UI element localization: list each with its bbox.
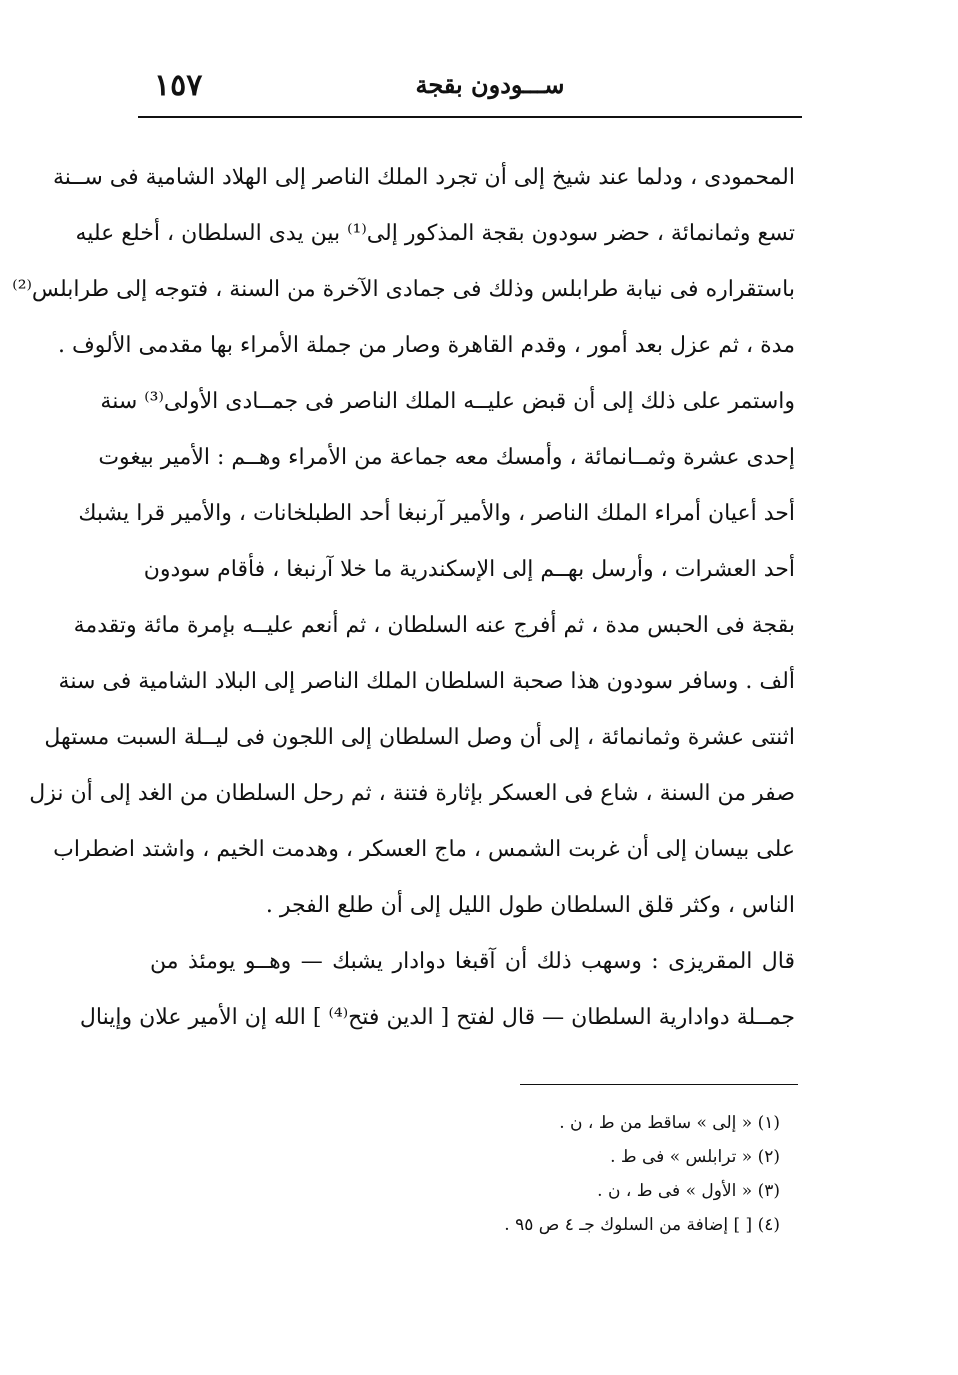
text-line: صفر من السنة ، شاع فى العسكر بإثارة فتنة ، ثم رحل السلطان من الغد إلى أن نزل	[29, 781, 795, 806]
text-line: واستمر على ذلك إلى أن قبض عليــه الملك الناصر فى جمــادى الأولى⁽³⁾ سنة	[100, 389, 795, 414]
footnote-rule	[520, 1084, 798, 1085]
footnote: (٤) [ ] إضافة من السلوك جـ ٤ ص ٩٥ .	[504, 1215, 780, 1235]
footnote: (٣) « الأول » فى ط ، ن .	[597, 1181, 780, 1201]
text-line: جمــلة دوادارية السلطان — قال لفتح [ الدين فتح⁽⁴⁾ ] الله إن الأمير علان وإينال	[79, 1005, 795, 1030]
text-line: مدة ، ثم عزل بعد أمور ، وقدم القاهرة وصار من جملة الأمراء بها مقدمى الألوف .	[57, 333, 795, 358]
page-number: ١٥٧	[154, 68, 203, 103]
body-text	[12, 150, 795, 1046]
text-line: على بيسان إلى أن غربت الشمس ، ماج العسكر ، وهدمت الخيم ، واشتد اضطراب	[53, 837, 795, 862]
text-line: إحدى عشرة وثمــانمائة ، وأمسك معه جماعة من الأمراء وهــم : الأمير بيغوت	[98, 445, 795, 470]
page-header	[140, 66, 800, 106]
text-line: أحد أعيان أمراء الملك الناصر ، والأمير آرنبغا أحد الطبلخانات ، والأمير قرا يشبك	[78, 501, 795, 526]
footnote: (٢) « ترابلس » فى ط .	[610, 1147, 780, 1167]
header-rule	[138, 116, 802, 118]
text-line: باستقراره فى نيابة طرابلس وذلك فى جمادى الآخرة من السنة ، فتوجه إلى طرابلس⁽²⁾	[12, 277, 795, 302]
text-line: بقجة فى الحبس مدة ، ثم أفرج عنه السلطان ، ثم أنعم عليــه بإمرة مائة وتقدمة	[73, 613, 795, 638]
text-line: تسع وثمانمائة ، حضر سودون بقجة المذكور إلى⁽¹⁾ بين يدى السلطان ، أخلع عليه	[75, 221, 795, 246]
text-line: المحمودى ، ودلما عند شيخ إلى أن تجرد الملك الناصر إلى الهلاد الشامية فى ســنة	[53, 165, 795, 190]
text-line: الناس ، وكثر قلق السلطان طول الليل إلى أن طلع الفجر .	[265, 893, 795, 918]
footnote: (١) « إلى » ساقط من ط ، ن .	[559, 1113, 780, 1133]
text-line: أحد العشرات ، وأرسل بهــم إلى الإسكندرية ما خلا آرنبغا ، فأقام سودون	[143, 557, 795, 582]
text-line: اثنتى عشرة وثمانمائة ، إلى أن وصل السلطان إلى اللجون فى ليــلة السبت مستهل	[44, 725, 795, 750]
footnotes	[380, 1106, 780, 1242]
text-line: قال المقريزى : وسهب ذلك أن آقبغا دوادار يشبك — وهــو يومئذ من	[150, 949, 795, 974]
text-line: ألف . وسافر سودون هذا صحبة السلطان الملك الناصر إلى البلاد الشامية فى سنة	[58, 669, 795, 694]
running-title: ســـودون بقجة	[415, 70, 565, 99]
